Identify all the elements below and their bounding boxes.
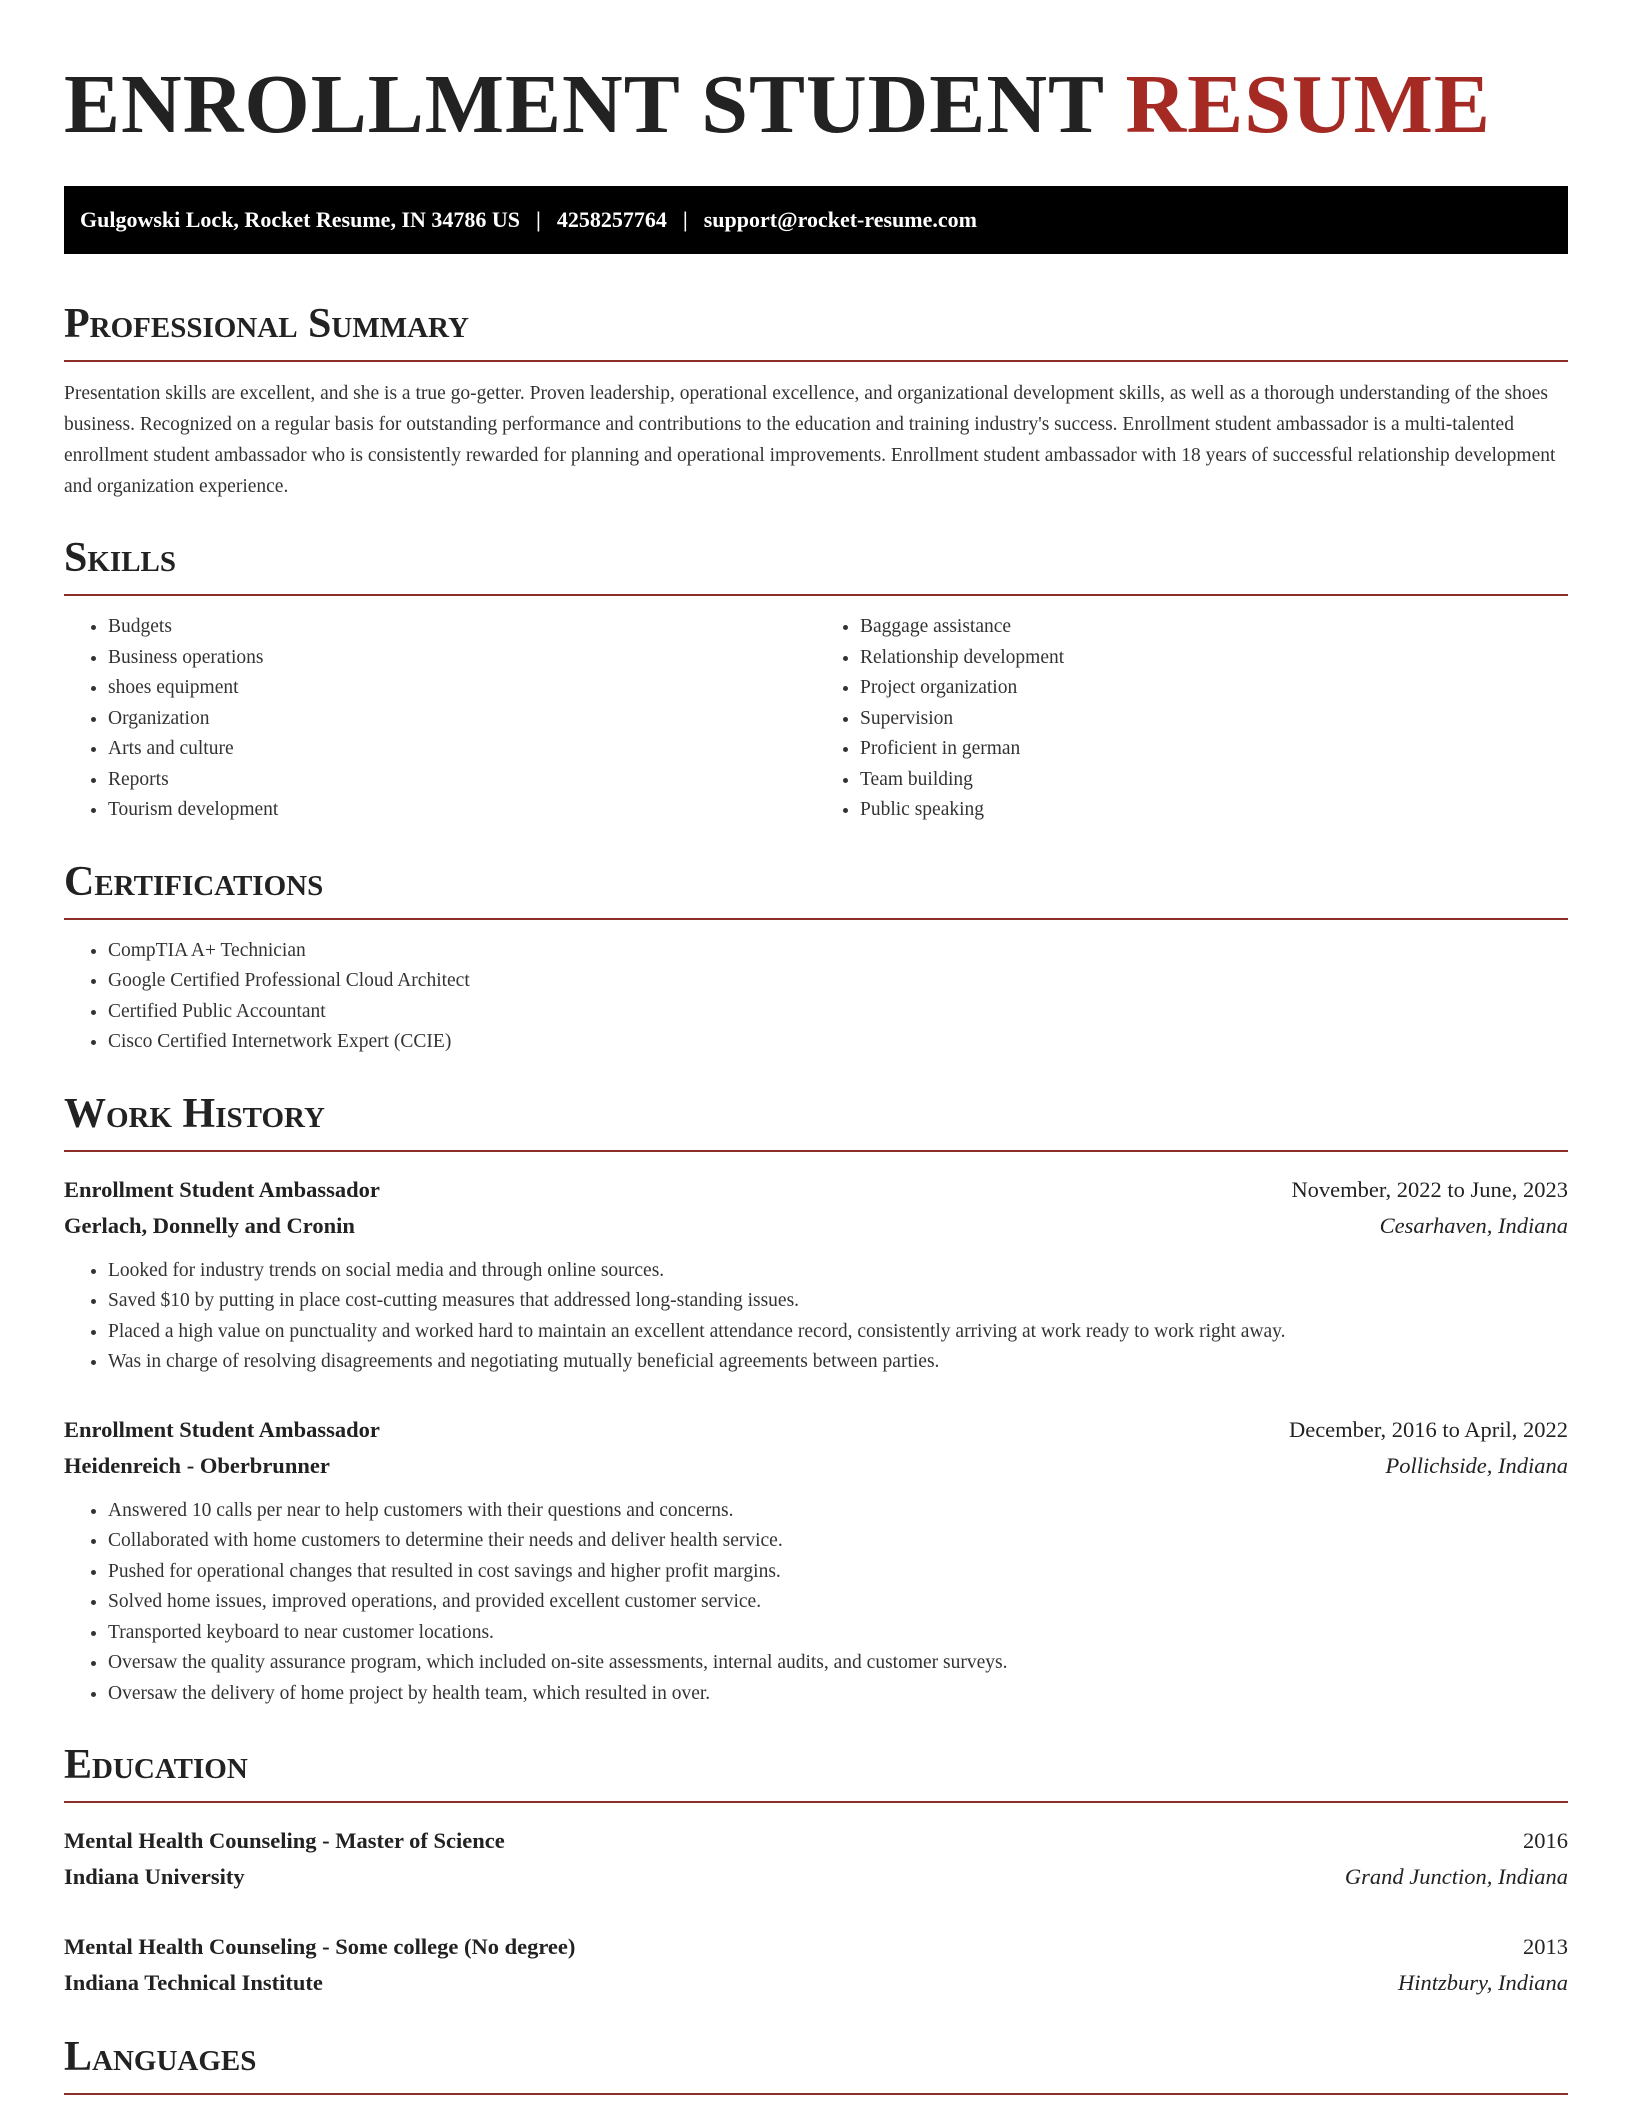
- education-year: 2016: [1523, 1828, 1568, 1853]
- job-company: Heidenreich - Oberbrunner: [64, 1452, 330, 1478]
- skills-columns: [64, 596, 1568, 826]
- skill-item: • Relationship development: [860, 643, 1568, 674]
- summary-text: Presentation skills are excellent, and she is a true go-getter. Proven leadership, operational excellence, and organizational development skills, as well as a thorough understanding of the shoes business. Recognized on a regular basis for outstanding performance and contributions to the education and training industry's success. Enrollment student ambassador is a multi-talented enrollment student ambassador who is consistently rewarded for planning and operational improvements. Enrollment student ambassador with 18 years of successful relationship development and organization experience.: [64, 383, 1556, 497]
- skill-item: • Project organization: [860, 673, 1568, 704]
- job-bullet: • Oversaw the quality assurance program, which included on-site assessments, internal audits, and customer surveys.: [108, 1648, 1568, 1679]
- languages-heading: Languages: [64, 2031, 1568, 2095]
- job-entry: [64, 1412, 1568, 1710]
- contact-separator: |: [682, 207, 688, 232]
- summary-section: [64, 298, 1568, 502]
- certification-item: • Certified Public Accountant: [108, 997, 1568, 1028]
- education-location: Hintzbury, Indiana: [1397, 1970, 1568, 1995]
- job-bullet: • Was in charge of resolving disagreements and negotiating mutually beneficial agreements between parties.: [108, 1347, 1568, 1378]
- job-company: Gerlach, Donnelly and Cronin: [64, 1212, 355, 1238]
- education-school-row: [64, 1859, 1568, 1895]
- certifications-heading: Certifications: [64, 856, 1568, 920]
- contact-separator: |: [536, 207, 541, 232]
- job-bullets: [64, 1496, 1568, 1710]
- job-bullet: • Answered 10 calls per near to help customers with their questions and concerns.: [108, 1496, 1568, 1527]
- education-school-row: [64, 1965, 1568, 2001]
- skills-section: [64, 532, 1568, 826]
- job-location: Cesarhaven, Indiana: [1379, 1212, 1568, 1238]
- education-entry: [64, 1823, 1568, 1895]
- certifications-section: [64, 856, 1568, 1058]
- skill-item: • Proficient in german: [860, 734, 1568, 765]
- job-company-row: [64, 1208, 1568, 1244]
- work-history-section: [64, 1088, 1568, 1710]
- certification-item: • Google Certified Professional Cloud Architect: [108, 966, 1568, 997]
- skill-item: • shoes equipment: [108, 673, 816, 704]
- skill-item: • Business operations: [108, 643, 816, 674]
- education-school: Indiana University: [64, 1864, 245, 1889]
- skill-item: • Budgets: [108, 612, 816, 643]
- skill-item: • Supervision: [860, 704, 1568, 735]
- education-degree-row: [64, 1929, 1568, 1965]
- education-section: [64, 1739, 1568, 2001]
- education-degree: Mental Health Counseling - Master of Science: [64, 1828, 505, 1853]
- job-title-row: [64, 1172, 1568, 1208]
- title-main: ENROLLMENT STUDENT: [64, 58, 1104, 151]
- skill-item: • Organization: [108, 704, 816, 735]
- languages-section: [64, 2031, 1568, 2095]
- contact-email: support@rocket-resume.com: [703, 207, 977, 232]
- contact-bar: [64, 186, 1568, 254]
- job-entry: [64, 1172, 1568, 1378]
- job-bullets: [64, 1256, 1568, 1378]
- skills-list-right: [816, 612, 1568, 826]
- education-year: 2013: [1523, 1934, 1568, 1959]
- job-bullet: • Collaborated with home customers to determine their needs and deliver health service.: [108, 1526, 1568, 1557]
- resume-title: [64, 50, 1568, 160]
- title-accent: RESUME: [1125, 58, 1491, 151]
- contact-address: Gulgowski Lock, Rocket Resume, IN 34786 US: [80, 207, 521, 232]
- skill-item: • Public speaking: [860, 795, 1568, 826]
- job-bullet: • Solved home issues, improved operations, and provided excellent customer service.: [108, 1587, 1568, 1618]
- skills-heading: Skills: [64, 532, 1568, 596]
- skill-item: • Reports: [108, 765, 816, 796]
- job-bullet: • Transported keyboard to near customer locations.: [108, 1618, 1568, 1649]
- education-degree: Mental Health Counseling - Some college (No degree): [64, 1934, 576, 1959]
- job-dates: November, 2022 to June, 2023: [1291, 1176, 1568, 1202]
- skill-item: • Baggage assistance: [860, 612, 1568, 643]
- job-dates: December, 2016 to April, 2022: [1288, 1416, 1568, 1442]
- skill-item: • Arts and culture: [108, 734, 816, 765]
- job-title-row: [64, 1412, 1568, 1448]
- skill-item: • Tourism development: [108, 795, 816, 826]
- certification-item: • CompTIA A+ Technician: [108, 936, 1568, 967]
- certifications-list: [64, 936, 1568, 1058]
- contact-phone: 4258257764: [556, 207, 667, 232]
- job-bullet: • Pushed for operational changes that resulted in cost savings and higher profit margins.: [108, 1557, 1568, 1588]
- education-location: Grand Junction, Indiana: [1344, 1864, 1568, 1889]
- job-bullet: • Placed a high value on punctuality and worked hard to maintain an excellent attendance record, consistently arriving at work ready to work right away.: [108, 1317, 1568, 1348]
- job-title: Enrollment Student Ambassador: [64, 1416, 380, 1442]
- education-heading: Education: [64, 1739, 1568, 1803]
- education-school: Indiana Technical Institute: [64, 1970, 323, 1995]
- job-bullet: • Looked for industry trends on social media and through online sources.: [108, 1256, 1568, 1287]
- certification-item: • Cisco Certified Internetwork Expert (CCIE): [108, 1027, 1568, 1058]
- skills-list-left: [64, 612, 816, 826]
- skill-item: • Team building: [860, 765, 1568, 796]
- education-entry: [64, 1929, 1568, 2001]
- job-bullet: • Saved $10 by putting in place cost-cutting measures that addressed long-standing issues.: [108, 1286, 1568, 1317]
- job-location: Pollichside, Indiana: [1385, 1452, 1568, 1478]
- job-title: Enrollment Student Ambassador: [64, 1176, 380, 1202]
- education-degree-row: [64, 1823, 1568, 1859]
- job-bullet: • Oversaw the delivery of home project by health team, which resulted in over.: [108, 1679, 1568, 1710]
- work-history-heading: Work History: [64, 1088, 1568, 1152]
- summary-heading: Professional Summary: [64, 298, 1568, 362]
- job-company-row: [64, 1448, 1568, 1484]
